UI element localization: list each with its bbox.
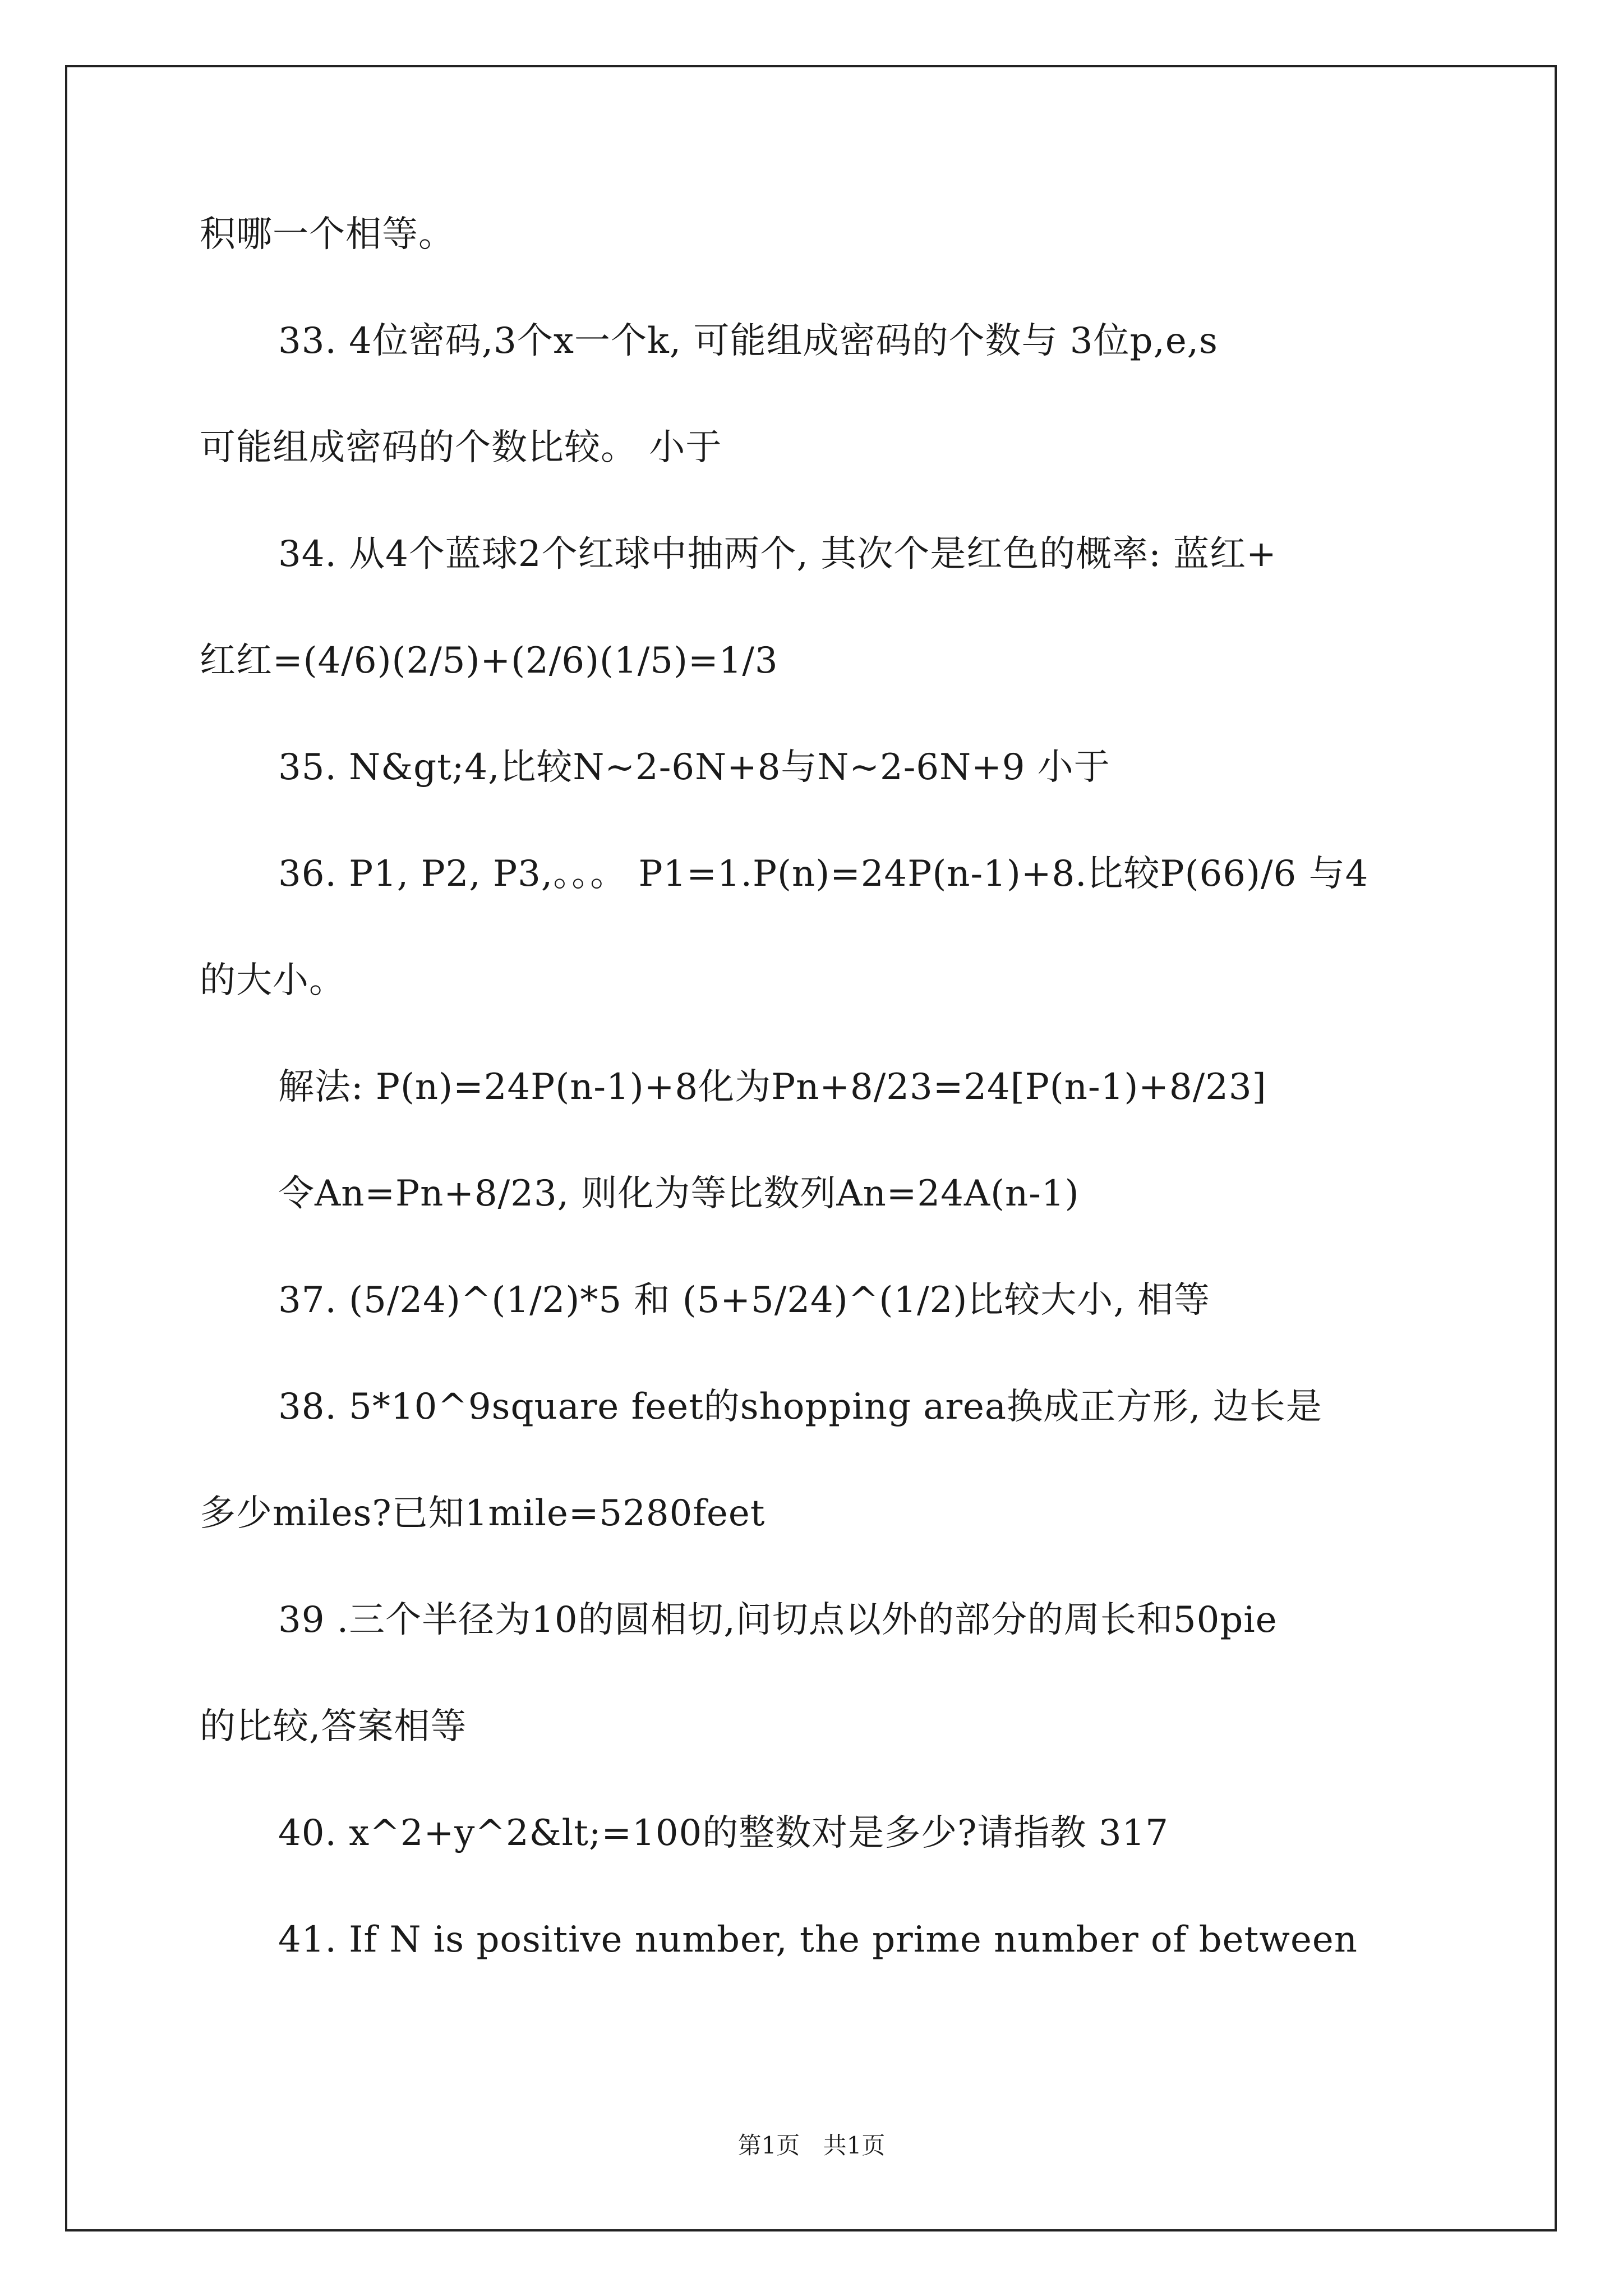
text-line: 令An=Pn+8/23, 则化为等比数列An=24A(n-1) — [278, 1173, 1080, 1214]
text-line: 39 .三个半径为10的圆相切,问切点以外的部分的周长和50pie — [278, 1599, 1278, 1641]
text-line: 红红=(4/6)(2/5)+(2/6)(1/5)=1/3 — [200, 640, 778, 682]
text-line: 41. If N is positive number, the prime number of between — [278, 1919, 1358, 1961]
page-border — [65, 65, 1557, 2231]
text-line: 40. x^2+y^2&lt;=100的整数对是多少?请指教 317 — [278, 1812, 1169, 1854]
text-line: 33. 4位密码,3个x一个k, 可能组成密码的个数与 3位p,e,s — [278, 320, 1218, 362]
text-line: 的比较,答案相等 — [200, 1706, 467, 1747]
text-line: 34. 从4个蓝球2个红球中抽两个, 其次个是红色的概率: 蓝红+ — [278, 533, 1277, 575]
text-line: 多少miles?已知1mile=5280feet — [200, 1493, 766, 1534]
text-line: 可能组成密码的个数比较。 小于 — [200, 427, 722, 468]
page-number: 第1页 — [737, 2132, 800, 2159]
text-line: 38. 5*10^9square feet的shopping area换成正方形, 边长是 — [278, 1386, 1322, 1428]
text-line: 的大小。 — [200, 960, 345, 1001]
text-line: 解法: P(n)=24P(n-1)+8化为Pn+8/23=24[P(n-1)+8/23] — [278, 1066, 1267, 1108]
text-line: 36. P1, P2, P3,。。。 P1=1.P(n)=24P(n-1)+8.比较P(66)/6 与4 — [278, 853, 1369, 895]
text-line: 37. (5/24)^(1/2)*5 和 (5+5/24)^(1/2)比较大小, 相等 — [278, 1280, 1210, 1321]
text-line: 35. N&gt;4,比较N~2-6N+8与N~2-6N+9 小于 — [278, 747, 1110, 788]
text-line: 积哪一个相等。 — [200, 214, 455, 255]
page-total: 共1页 — [823, 2132, 886, 2159]
page-footer — [0, 2132, 1623, 2160]
